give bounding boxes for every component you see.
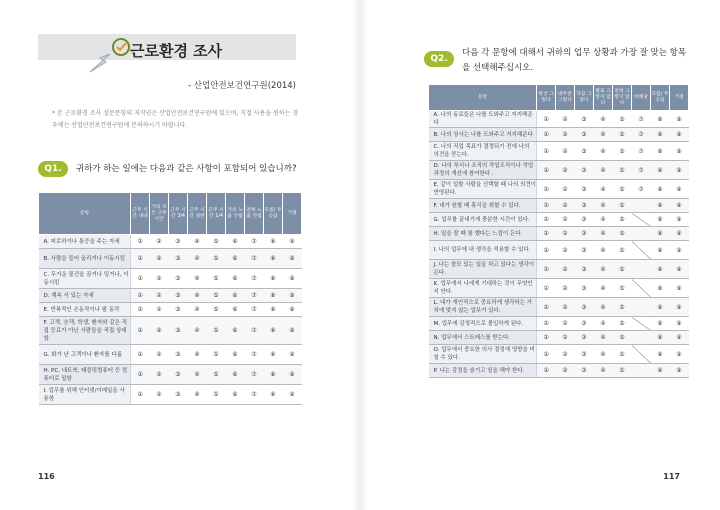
- q1-answer-option[interactable]: ⑦: [245, 317, 264, 345]
- q2-answer-option[interactable]: ②: [556, 227, 575, 241]
- q1-answer-option[interactable]: ⑤: [207, 385, 226, 405]
- q1-answer-option[interactable]: ①: [131, 269, 150, 289]
- q1-answer-option[interactable]: ⑥: [226, 345, 245, 365]
- q2-item-label: J. 나는 쓸모 있는 일을 하고 있다는 생각이 든다.: [429, 260, 537, 279]
- q2-answer-option[interactable]: ③: [575, 279, 594, 298]
- q1-answer-option[interactable]: ⑥: [226, 385, 245, 405]
- q2-item-label: C. 나의 직업 목표가 결정되기 전에 나의 의견을 묻는다.: [429, 142, 537, 161]
- q2-answer-option[interactable]: ①: [537, 345, 556, 364]
- q1-answer-option[interactable]: ①: [131, 345, 150, 365]
- q2-answer-option[interactable]: ④: [594, 298, 613, 317]
- q1-answer-option[interactable]: ⑧: [264, 365, 283, 385]
- q2-answer-option[interactable]: ②: [556, 142, 575, 161]
- q1-header: 근무 시간 내내: [131, 193, 150, 235]
- q1-header: 거절: [283, 193, 302, 235]
- q2-item-label: L. 내가 개인적으로 중요하게 생각하는 가치에 맞지 않는 업무가 있다.: [429, 298, 537, 317]
- q2-answer-option[interactable]: ③: [575, 142, 594, 161]
- q2-answer-option[interactable]: ④: [594, 142, 613, 161]
- q2-row: [429, 111, 689, 128]
- q2-answer-option[interactable]: ⑤: [613, 260, 632, 279]
- q1-answer-option[interactable]: ③: [169, 345, 188, 365]
- q2-row: [429, 364, 689, 378]
- q2-answer-option[interactable]: ③: [575, 364, 594, 378]
- q1-row: [39, 249, 302, 269]
- q2-answer-option[interactable]: ①: [537, 180, 556, 199]
- q2-header: 항상 그렇다: [537, 85, 556, 111]
- q2-answer-option[interactable]: ②: [556, 345, 575, 364]
- q1-answer-option[interactable]: ⑦: [245, 269, 264, 289]
- q2-row: [429, 227, 689, 241]
- q2-item-label: P. 나는 감정을 숨기고 일을 해야 한다.: [429, 364, 537, 378]
- q2-answer-option[interactable]: ⑧: [651, 317, 670, 331]
- q1-answer-option[interactable]: ⑤: [207, 303, 226, 317]
- q1-answer-option[interactable]: ⑨: [283, 317, 302, 345]
- q1-answer-option[interactable]: ⑧: [264, 235, 283, 249]
- q2-answer-option[interactable]: ⑧: [651, 142, 670, 161]
- q2-answer-option[interactable]: ⑤: [613, 213, 632, 227]
- q2-answer-option[interactable]: ③: [575, 199, 594, 213]
- q2-answer-option[interactable]: ②: [556, 317, 575, 331]
- q1-answer-option[interactable]: ②: [150, 303, 169, 317]
- q1-answer-option[interactable]: ⑥: [226, 235, 245, 249]
- q2-not-applicable-cell: [632, 331, 651, 345]
- q2-answer-option[interactable]: ②: [556, 161, 575, 180]
- q1-answer-option[interactable]: ⑤: [207, 235, 226, 249]
- q2-row: [429, 241, 689, 260]
- q1-row: [39, 235, 302, 249]
- q2-answer-option[interactable]: ⑨: [670, 161, 689, 180]
- q1-item-label: B. 사람을 들어 올리거나 이동시킴: [39, 249, 131, 269]
- q2-answer-option[interactable]: ⑧: [651, 241, 670, 260]
- q1-answer-option[interactable]: ④: [188, 365, 207, 385]
- q2-answer-option[interactable]: ④: [594, 111, 613, 128]
- q2-answer-option[interactable]: ⑨: [670, 364, 689, 378]
- q1-answer-option[interactable]: ⑨: [283, 385, 302, 405]
- q2-answer-option[interactable]: ⑨: [670, 298, 689, 317]
- q2-answer-option[interactable]: ⑤: [613, 128, 632, 142]
- q1-answer-option[interactable]: ⑥: [226, 317, 245, 345]
- q1-answer-option[interactable]: ③: [169, 249, 188, 269]
- q2-answer-option[interactable]: ②: [556, 260, 575, 279]
- q2-not-applicable-cell: [632, 241, 651, 260]
- q2-header: 비해당: [632, 85, 651, 111]
- q1-answer-option[interactable]: ①: [131, 289, 150, 303]
- q1-header: 거의 노출 안됨: [226, 193, 245, 235]
- q1-row: [39, 317, 302, 345]
- q2-answer-option[interactable]: ③: [575, 331, 594, 345]
- q2-answer-option[interactable]: ⑦: [632, 142, 651, 161]
- q2-answer-option[interactable]: ②: [556, 241, 575, 260]
- q1-item-label: G. 화가 난 고객이나 환자를 다룸: [39, 345, 131, 365]
- q2-answer-option[interactable]: ⑨: [670, 180, 689, 199]
- q2-row: [429, 213, 689, 227]
- q2-answer-option[interactable]: ⑧: [651, 199, 670, 213]
- q2-answer-option[interactable]: ③: [575, 260, 594, 279]
- q1-item-label: H. PC, 네트북, 태블릿컴퓨터 등 컴퓨터로 일함: [39, 365, 131, 385]
- q2-answer-option[interactable]: ①: [537, 317, 556, 331]
- q1-header: 근무 시간 1/4: [207, 193, 226, 235]
- q2-answer-option[interactable]: ⑨: [670, 199, 689, 213]
- q2-row: [429, 260, 689, 279]
- q1-answer-option[interactable]: ①: [131, 365, 150, 385]
- q2-answer-option[interactable]: ③: [575, 298, 594, 317]
- q1-answer-option[interactable]: ⑦: [245, 303, 264, 317]
- q2-row: [429, 317, 689, 331]
- q2-answer-option[interactable]: ①: [537, 142, 556, 161]
- q1-badge: Q1.: [38, 161, 68, 177]
- q1-answer-option[interactable]: ②: [150, 345, 169, 365]
- q2-answer-option[interactable]: ⑧: [651, 213, 670, 227]
- q1-answer-option[interactable]: ④: [188, 385, 207, 405]
- q2-answer-option[interactable]: ③: [575, 128, 594, 142]
- q2-answer-option[interactable]: ③: [575, 180, 594, 199]
- q1-question: 귀하가 하는 일에는 다음과 같은 사항이 포함되어 있습니까?: [76, 164, 297, 174]
- q1-row: [39, 303, 302, 317]
- q1-answer-option[interactable]: ④: [188, 269, 207, 289]
- q2-not-applicable-cell: [632, 317, 651, 331]
- q1-header: 거의 모든 근무 시간: [150, 193, 169, 235]
- q2-header: 가끔 그렇다: [575, 85, 594, 111]
- q2-answer-option[interactable]: ③: [575, 317, 594, 331]
- q2-answer-option[interactable]: ②: [556, 111, 575, 128]
- q1-header: 모름/ 무응답: [264, 193, 283, 235]
- q2-answer-option[interactable]: ④: [594, 260, 613, 279]
- q2-header: 별로 그렇지 않다: [594, 85, 613, 111]
- check-icon: [112, 38, 130, 56]
- q2-answer-option[interactable]: ④: [594, 227, 613, 241]
- q2-row: [429, 298, 689, 317]
- q2-answer-option[interactable]: ⑧: [651, 298, 670, 317]
- q2-answer-option[interactable]: ④: [594, 199, 613, 213]
- q1-answer-option[interactable]: ⑦: [245, 249, 264, 269]
- q1-item-label: E. 반복적인 손동작이나 팔 동작: [39, 303, 131, 317]
- q2-answer-option[interactable]: ①: [537, 279, 556, 298]
- q1-answer-option[interactable]: ④: [188, 345, 207, 365]
- q2-answer-option[interactable]: ⑤: [613, 331, 632, 345]
- q2-answer-option[interactable]: ⑨: [670, 317, 689, 331]
- q2-item-label: H. 일을 잘 때 참 했다는 느낌이 든다.: [429, 227, 537, 241]
- q1-answer-option[interactable]: ⑤: [207, 269, 226, 289]
- q1-answer-option[interactable]: ⑨: [283, 249, 302, 269]
- q2-header: 대부분 그렇다: [556, 85, 575, 111]
- q2-answer-option[interactable]: ③: [575, 345, 594, 364]
- q2-answer-option[interactable]: ⑨: [670, 260, 689, 279]
- q2-header-row: [429, 85, 689, 111]
- q2-answer-option[interactable]: ⑤: [613, 111, 632, 128]
- q1-answer-option[interactable]: ⑦: [245, 385, 264, 405]
- q1-answer-option[interactable]: ③: [169, 303, 188, 317]
- q2-answer-option[interactable]: ①: [537, 128, 556, 142]
- q2-answer-option[interactable]: ④: [594, 364, 613, 378]
- q1-answer-option[interactable]: ⑧: [264, 385, 283, 405]
- q1-answer-option[interactable]: ③: [169, 269, 188, 289]
- q2-item-label: B. 나의 상사는 나를 도와주고 지지해준다: [429, 128, 537, 142]
- q2-answer-option[interactable]: ②: [556, 298, 575, 317]
- q2-answer-option[interactable]: ①: [537, 364, 556, 378]
- q1-answer-option[interactable]: ①: [131, 303, 150, 317]
- q2-item-label: K. 업무에서 나에게 기대하는 것이 무엇인지 안다.: [429, 279, 537, 298]
- q1-item-label: A. 피로하거나 통증을 주는 자세: [39, 235, 131, 249]
- q2-answer-option[interactable]: ②: [556, 213, 575, 227]
- q2-answer-option[interactable]: ⑨: [670, 128, 689, 142]
- page-title: 근로환경 조사: [130, 42, 223, 60]
- q2-item-label: G. 업무를 끝내기에 충분한 시간이 있다.: [429, 213, 537, 227]
- q2-answer-option[interactable]: ②: [556, 331, 575, 345]
- q1-answer-option[interactable]: ⑤: [207, 289, 226, 303]
- q2-header: 문항: [429, 85, 537, 111]
- q1-answer-option[interactable]: ①: [131, 249, 150, 269]
- q2-answer-option[interactable]: ③: [575, 111, 594, 128]
- q2-answer-option[interactable]: ④: [594, 331, 613, 345]
- q2-item-label: M. 업무에 감정적으로 몰입하게 된다.: [429, 317, 537, 331]
- q1-header: 전혀 노출 안됨: [245, 193, 264, 235]
- q2-answer-option[interactable]: ⑧: [651, 161, 670, 180]
- q2-answer-option[interactable]: ①: [537, 298, 556, 317]
- q1-header-row: [39, 193, 302, 235]
- q1-answer-option[interactable]: ②: [150, 317, 169, 345]
- q2-answer-option[interactable]: ④: [594, 128, 613, 142]
- q2-badge: Q2.: [424, 51, 454, 67]
- q1-answer-option[interactable]: ②: [150, 269, 169, 289]
- q2-answer-option[interactable]: ②: [556, 199, 575, 213]
- q1-answer-option[interactable]: ⑨: [283, 365, 302, 385]
- q2-answer-option[interactable]: ⑧: [651, 345, 670, 364]
- page-number: 117: [663, 472, 680, 481]
- q2-answer-option[interactable]: ⑤: [613, 345, 632, 364]
- q2-answer-option[interactable]: ⑨: [670, 241, 689, 260]
- q2-answer-option[interactable]: ⑤: [613, 279, 632, 298]
- q1-answer-option[interactable]: ②: [150, 289, 169, 303]
- q2-answer-option[interactable]: ①: [537, 161, 556, 180]
- q1-answer-option[interactable]: ⑧: [264, 289, 283, 303]
- q2-answer-option[interactable]: ⑦: [632, 128, 651, 142]
- q2-answer-option[interactable]: ⑨: [670, 111, 689, 128]
- q1-answer-option[interactable]: ⑦: [245, 365, 264, 385]
- q2-answer-option[interactable]: ④: [594, 161, 613, 180]
- q1-answer-option[interactable]: ⑥: [226, 289, 245, 303]
- q2-table: [428, 84, 689, 378]
- q1-answer-option[interactable]: ②: [150, 235, 169, 249]
- q1-answer-option[interactable]: ⑨: [283, 269, 302, 289]
- q1-answer-option[interactable]: ③: [169, 235, 188, 249]
- q2-item-label: I. 나의 업무에 내 생각을 적용할 수 있다.: [429, 241, 537, 260]
- q2-not-applicable-cell: [632, 227, 651, 241]
- q1-answer-option[interactable]: ③: [169, 365, 188, 385]
- q2-not-applicable-cell: [632, 298, 651, 317]
- q2-answer-option[interactable]: ⑧: [651, 111, 670, 128]
- q2-not-applicable-cell: [632, 213, 651, 227]
- q1-answer-option[interactable]: ③: [169, 317, 188, 345]
- q2-answer-option[interactable]: ⑧: [651, 128, 670, 142]
- q2-answer-option[interactable]: ④: [594, 213, 613, 227]
- q2-answer-option[interactable]: ②: [556, 364, 575, 378]
- q1-item-label: F. 고객, 승객, 학생, 환자와 같은 직접 등료가 아닌 사람들을 직접 상대함: [39, 317, 131, 345]
- q2-answer-option[interactable]: ⑤: [613, 317, 632, 331]
- q2-answer-option[interactable]: ④: [594, 317, 613, 331]
- q2-answer-option[interactable]: ⑤: [613, 364, 632, 378]
- q1-table: [38, 192, 302, 405]
- q1-answer-option[interactable]: ④: [188, 249, 207, 269]
- q2-answer-option[interactable]: ④: [594, 279, 613, 298]
- q2-answer-option[interactable]: ⑧: [651, 364, 670, 378]
- page-number: 116: [38, 472, 55, 481]
- q2-row: [429, 331, 689, 345]
- q2-answer-option[interactable]: ⑦: [632, 180, 651, 199]
- q1-answer-option[interactable]: ②: [150, 385, 169, 405]
- q2-answer-option[interactable]: ⑨: [670, 279, 689, 298]
- q1-row: [39, 345, 302, 365]
- q2-row: [429, 199, 689, 213]
- q1-row: [39, 269, 302, 289]
- q2-answer-option[interactable]: ⑤: [613, 199, 632, 213]
- q2-answer-option[interactable]: ③: [575, 161, 594, 180]
- q1-answer-option[interactable]: ④: [188, 303, 207, 317]
- q2-answer-option[interactable]: ⑨: [670, 227, 689, 241]
- q2-not-applicable-cell: [632, 345, 651, 364]
- q1-answer-option[interactable]: ⑧: [264, 303, 283, 317]
- q1-header: 문항: [39, 193, 131, 235]
- q1-answer-option[interactable]: ⑨: [283, 289, 302, 303]
- q2-answer-option[interactable]: ⑤: [613, 298, 632, 317]
- q1-header: 근무 시간 3/4: [169, 193, 188, 235]
- q2-answer-option[interactable]: ⑨: [670, 142, 689, 161]
- q2-answer-option[interactable]: ③: [575, 213, 594, 227]
- q1-answer-option[interactable]: ③: [169, 289, 188, 303]
- q2-answer-option[interactable]: ⑤: [613, 241, 632, 260]
- right-page: [360, 0, 720, 510]
- q2-answer-option[interactable]: ④: [594, 241, 613, 260]
- q1-answer-option[interactable]: ④: [188, 235, 207, 249]
- q2-item-label: O. 업무에서 중요한 의사 결정에 영향을 미칠 수 있다.: [429, 345, 537, 364]
- q2-answer-option[interactable]: ⑧: [651, 180, 670, 199]
- q2-answer-option[interactable]: ④: [594, 180, 613, 199]
- q1-answer-option[interactable]: ⑨: [283, 345, 302, 365]
- q2-answer-option[interactable]: ⑨: [670, 345, 689, 364]
- q1-row: [39, 289, 302, 303]
- q1-answer-option[interactable]: ⑦: [245, 235, 264, 249]
- q2-answer-option[interactable]: ⑧: [651, 227, 670, 241]
- q2-answer-option[interactable]: ⑦: [632, 111, 651, 128]
- q2-answer-option[interactable]: ⑨: [670, 213, 689, 227]
- q2-header: 모름/ 무응답: [651, 85, 670, 111]
- q2-header: 전혀 그렇지 않다: [613, 85, 632, 111]
- q1-header: 근무 시간 절반: [188, 193, 207, 235]
- q1-answer-option[interactable]: ⑧: [264, 249, 283, 269]
- q1-answer-option[interactable]: ④: [188, 289, 207, 303]
- q1-answer-option[interactable]: ⑤: [207, 365, 226, 385]
- q1-answer-option[interactable]: ⑤: [207, 317, 226, 345]
- source-citation: - 산업안전보건연구원(2014): [188, 81, 296, 91]
- q1-answer-option[interactable]: ⑥: [226, 365, 245, 385]
- q1-answer-option[interactable]: ⑧: [264, 317, 283, 345]
- q1-answer-option[interactable]: ⑥: [226, 249, 245, 269]
- copyright-note: * 본 근로환경 조사 설문문항의 저작권은 산업안전보건연구원에 있으며, 직접 사용을 원하는 경우에는 산업안전보건연구원에 문의하시기 바랍니다.: [52, 110, 299, 129]
- q1-answer-option[interactable]: ⑧: [264, 345, 283, 365]
- q2-item-label: A. 나의 동료들은 나를 도와주고 지지해준다: [429, 111, 537, 128]
- q2-answer-option[interactable]: ⑦: [632, 161, 651, 180]
- q2-item-label: N. 업무에서 스트레스를 받는다.: [429, 331, 537, 345]
- q2-answer-option[interactable]: ⑤: [613, 161, 632, 180]
- q1-answer-option[interactable]: ③: [169, 385, 188, 405]
- q2-answer-option[interactable]: ③: [575, 227, 594, 241]
- q1-answer-option[interactable]: ④: [188, 317, 207, 345]
- cursor-arrow-icon: [86, 52, 112, 74]
- q2-answer-option[interactable]: ⑨: [670, 331, 689, 345]
- q2-row: [429, 345, 689, 364]
- q2-not-applicable-cell: [632, 199, 651, 213]
- q1-answer-option[interactable]: ⑧: [264, 269, 283, 289]
- q1-row: [39, 385, 302, 405]
- q2-item-label: F. 내가 원할 때 휴식을 취할 수 있다.: [429, 199, 537, 213]
- q2-answer-option[interactable]: ①: [537, 111, 556, 128]
- q2-not-applicable-cell: [632, 279, 651, 298]
- q2-answer-option[interactable]: ①: [537, 199, 556, 213]
- q1-answer-option[interactable]: ②: [150, 249, 169, 269]
- q2-answer-option[interactable]: ⑤: [613, 142, 632, 161]
- q2-answer-option[interactable]: ①: [537, 213, 556, 227]
- q2-answer-option[interactable]: ⑧: [651, 279, 670, 298]
- q1-answer-option[interactable]: ⑦: [245, 345, 264, 365]
- q2-row: [429, 128, 689, 142]
- q2-answer-option[interactable]: ①: [537, 260, 556, 279]
- q2-item-label: E. 같이 일할 사람을 선택할 때 나의 의견이 반영된다.: [429, 180, 537, 199]
- q2-item-label: D. 나의 부서나 조직의 작업조직이나 작업과정의 개선에 참여한다 .: [429, 161, 537, 180]
- q2-answer-option[interactable]: ②: [556, 180, 575, 199]
- q2-answer-option[interactable]: ⑧: [651, 260, 670, 279]
- q2-row: [429, 180, 689, 199]
- q1-item-label: D. 계속 서 있는 자세: [39, 289, 131, 303]
- q2-answer-option[interactable]: ①: [537, 331, 556, 345]
- q2-answer-option[interactable]: ⑧: [651, 331, 670, 345]
- q1-item-label: I. 업무를 위해 인터넷/이메일을 사용함: [39, 385, 131, 405]
- q2-header: 거절: [670, 85, 689, 111]
- q2-answer-option[interactable]: ③: [575, 241, 594, 260]
- q1-answer-option[interactable]: ①: [131, 317, 150, 345]
- q2-answer-option[interactable]: ④: [594, 345, 613, 364]
- q1-answer-option[interactable]: ⑥: [226, 269, 245, 289]
- q1-answer-option[interactable]: ⑦: [245, 289, 264, 303]
- q1-answer-option[interactable]: ⑤: [207, 345, 226, 365]
- q2-answer-option[interactable]: ②: [556, 279, 575, 298]
- q1-answer-option[interactable]: ⑨: [283, 303, 302, 317]
- q2-answer-option[interactable]: ①: [537, 241, 556, 260]
- q2-row: [429, 279, 689, 298]
- q1-answer-option[interactable]: ⑨: [283, 235, 302, 249]
- q2-not-applicable-cell: [632, 260, 651, 279]
- q2-answer-option[interactable]: ⑤: [613, 227, 632, 241]
- q1-row: [39, 365, 302, 385]
- q1-answer-option[interactable]: ①: [131, 235, 150, 249]
- q1-item-label: C. 무거운 물건을 끌거나 밀거나, 이동시킴: [39, 269, 131, 289]
- q1-answer-option[interactable]: ②: [150, 365, 169, 385]
- q2-not-applicable-cell: [632, 364, 651, 378]
- q2-answer-option[interactable]: ①: [537, 227, 556, 241]
- q2-answer-option[interactable]: ②: [556, 128, 575, 142]
- q1-answer-option[interactable]: ⑥: [226, 303, 245, 317]
- q2-row: [429, 161, 689, 180]
- q1-answer-option[interactable]: ①: [131, 385, 150, 405]
- q2-row: [429, 142, 689, 161]
- q2-answer-option[interactable]: ⑤: [613, 180, 632, 199]
- q1-answer-option[interactable]: ⑤: [207, 249, 226, 269]
- q2-question: 다음 각 문항에 대해서 귀하의 업무 상황과 가장 잘 맞는 항목을 선택해주십시오.: [462, 48, 687, 73]
